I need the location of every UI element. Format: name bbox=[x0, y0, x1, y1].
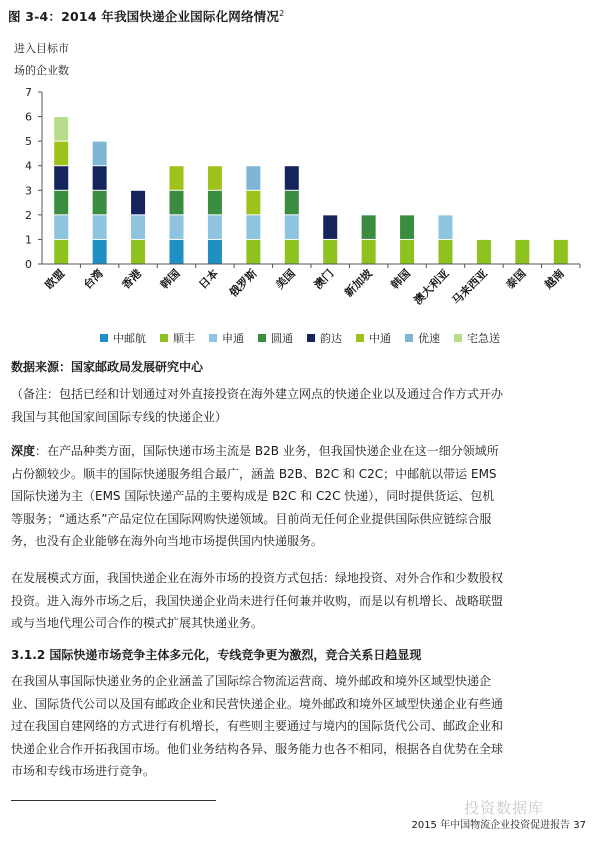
y-axis-label-line1: 进入目标市 bbox=[14, 42, 69, 55]
bar-segment bbox=[170, 240, 184, 264]
bar-segment bbox=[93, 142, 107, 166]
x-tick-label: 韩国 bbox=[157, 266, 183, 292]
bar-segment bbox=[362, 215, 376, 239]
bar-segment bbox=[515, 240, 529, 264]
chart-legend bbox=[0, 330, 600, 346]
legend-item bbox=[356, 330, 391, 346]
legend-label: 中邮航 bbox=[113, 332, 146, 345]
y-tick-label: 1 bbox=[25, 233, 32, 247]
bar-segment bbox=[54, 240, 68, 264]
legend-item bbox=[258, 330, 293, 346]
bar-segment bbox=[400, 215, 414, 239]
bar-segment bbox=[362, 240, 376, 264]
mode-paragraph bbox=[11, 567, 589, 635]
note-line: （备注：包括已经和计划通过对外直接投资在海外建立网点的快递企业以及通过合作方式开办 bbox=[11, 387, 504, 401]
x-tick-label: 俄罗斯 bbox=[226, 266, 260, 300]
x-tick-label: 香港 bbox=[119, 266, 145, 292]
depth-line: 等服务；“通达系”产品定位在国际网购快递领域。目前尚无任何企业提供国际供应链综合服 bbox=[11, 511, 492, 526]
depth-line: 占份额较少。顺丰的国际快递服务组合最广，涵盖 B2B、B2C 和 C2C；中邮航以带运 EMS bbox=[11, 466, 497, 481]
bar-segment bbox=[131, 191, 145, 215]
bar-segment bbox=[54, 191, 68, 215]
y-tick-label: 2 bbox=[25, 208, 32, 222]
players-paragraph bbox=[11, 670, 589, 783]
legend-item bbox=[160, 330, 195, 346]
bar-segment bbox=[54, 117, 68, 141]
bar-segment bbox=[208, 240, 222, 264]
y-tick-label: 7 bbox=[25, 86, 32, 99]
bar-segment bbox=[285, 215, 299, 239]
x-tick-label: 韩国 bbox=[388, 266, 414, 292]
x-tick-label: 美国 bbox=[273, 266, 298, 292]
legend-label: 顺丰 bbox=[173, 332, 195, 345]
bar-segment bbox=[93, 191, 107, 215]
y-tick-label: 4 bbox=[25, 159, 32, 173]
x-tick-label: 马来西亚 bbox=[449, 266, 491, 308]
legend-item bbox=[454, 330, 500, 346]
y-tick-label: 0 bbox=[25, 258, 32, 271]
legend-swatch bbox=[307, 334, 315, 342]
bar-segment bbox=[246, 191, 260, 215]
y-tick-label: 3 bbox=[25, 184, 32, 198]
mode-line: 或与当地代理公司合作的模式扩展其快递业务。 bbox=[11, 616, 264, 630]
y-axis-label-line2: 场的企业数 bbox=[14, 64, 69, 77]
x-tick-label: 泰国 bbox=[503, 266, 529, 292]
figure-title: 图 3-4：2014 年我国快递企业国际化网络情况$^2$ bbox=[8, 8, 285, 24]
x-tick-label: 日本 bbox=[196, 266, 222, 292]
bar-segment bbox=[208, 166, 222, 190]
bar-segment bbox=[170, 166, 184, 190]
bar-segment bbox=[285, 166, 299, 190]
section-heading: 3.1.2 国际快递市场竞争主体多元化，专线竞争更为激烈，竞合关系日趋显现 bbox=[11, 648, 422, 662]
bar-segment bbox=[93, 166, 107, 190]
legend-label: 韵达 bbox=[320, 332, 342, 345]
players-line: 过在我国自建网络的方式进行有机增长，有些则主要通过与境内的国际货代公司、邮政企业和 bbox=[11, 719, 504, 733]
bar-segment bbox=[54, 166, 68, 190]
legend-label: 申通 bbox=[222, 332, 244, 345]
bar-segment bbox=[170, 191, 184, 215]
bar-segment bbox=[285, 191, 299, 215]
bar-segment bbox=[439, 240, 453, 264]
y-tick-label: 6 bbox=[25, 110, 32, 124]
bar-segment bbox=[323, 240, 337, 264]
x-tick-label: 新加坡 bbox=[342, 266, 375, 300]
depth-line: 务，也没有企业能够在海外向当地市场提供国内快递服务。 bbox=[11, 534, 324, 548]
stacked-bar-chart bbox=[0, 80, 600, 325]
bar-segment bbox=[54, 215, 68, 239]
bar-segment bbox=[208, 215, 222, 239]
bar-segment bbox=[246, 215, 260, 239]
players-line: 在我国从事国际快递业务的企业涵盖了国际综合物流运营商、境外邮政和境外区域型快递企 bbox=[11, 674, 492, 688]
depth-lead: 深度 bbox=[11, 444, 36, 458]
legend-swatch bbox=[100, 334, 108, 342]
legend-swatch bbox=[454, 334, 462, 342]
x-tick-label: 越南 bbox=[542, 266, 567, 292]
page-footer: 2015 年中国物流企业投资促进报告 37 bbox=[411, 820, 586, 831]
x-tick-label: 澳大利亚 bbox=[411, 266, 452, 308]
bar-segment bbox=[131, 215, 145, 239]
depth-line: 国际快递为主（EMS 国际快递产品的主要构成是 B2C 和 C2C 快递），同时提供货运、包机 bbox=[11, 489, 495, 503]
bar-segment bbox=[246, 166, 260, 190]
legend-label: 中通 bbox=[369, 332, 391, 345]
bar-segment bbox=[554, 240, 568, 264]
y-tick-label: 5 bbox=[25, 135, 32, 149]
mode-line: 在发展模式方面，我国快递企业在海外市场的投资方式包括：绿地投资、对外合作和少数股权 bbox=[11, 571, 504, 585]
legend-label: 圆通 bbox=[271, 332, 293, 345]
note-paragraph bbox=[11, 383, 589, 428]
watermark: 投资数据库 bbox=[464, 799, 545, 817]
note-line: 我国与其他国家间国际专线的快递企业） bbox=[11, 409, 228, 424]
players-line: 业、国际货代公司以及国有邮政企业和民营快递企业。境外邮政和境外区域型快递企业有些通 bbox=[11, 696, 504, 711]
bar-segment bbox=[246, 240, 260, 264]
legend-label: 宅急送 bbox=[467, 332, 500, 345]
bar-segment bbox=[93, 215, 107, 239]
legend-swatch bbox=[160, 334, 168, 342]
legend-item bbox=[100, 330, 146, 346]
bar-segment bbox=[131, 240, 145, 264]
bar-segment bbox=[400, 240, 414, 264]
legend-item bbox=[307, 330, 342, 346]
footnote-mark: 2 bbox=[279, 8, 285, 18]
data-source: 数据来源：国家邮政局发展研究中心 bbox=[11, 360, 204, 374]
depth-line: 深度：在产品种类方面，国际快递市场主流是 B2B 业务，但我国快递企业在这一细分领域所 bbox=[11, 444, 499, 458]
mode-line: 投资。进入海外市场之后，我国快递企业尚未进行任何兼并收购，而是以有机增长、战略联盟 bbox=[11, 593, 504, 608]
depth-paragraph bbox=[11, 440, 589, 553]
bar-segment bbox=[54, 142, 68, 166]
x-tick-label: 欧盟 bbox=[42, 266, 68, 292]
bar-segment bbox=[439, 215, 453, 239]
legend-item bbox=[209, 330, 244, 346]
legend-swatch bbox=[209, 334, 217, 342]
footnote-divider bbox=[11, 800, 216, 801]
bar-segment bbox=[208, 191, 222, 215]
bar-segment bbox=[323, 215, 337, 239]
bar-segment bbox=[170, 215, 184, 239]
bar-segment bbox=[93, 240, 107, 264]
x-tick-label: 澳门 bbox=[311, 266, 337, 292]
legend-item bbox=[405, 330, 440, 346]
players-line: 快递企业合作开拓我国市场。他们业务结构各异、服务能力也各不相同，根据各自优势在全球 bbox=[11, 741, 504, 756]
legend-swatch bbox=[356, 334, 364, 342]
legend-swatch bbox=[258, 334, 266, 342]
legend-swatch bbox=[405, 334, 413, 342]
legend-label: 优速 bbox=[418, 332, 440, 345]
bar-segment bbox=[285, 240, 299, 264]
players-line: 市场和专线市场进行竞争。 bbox=[11, 764, 156, 778]
x-tick-label: 台湾 bbox=[81, 266, 106, 292]
bar-segment bbox=[477, 240, 491, 264]
